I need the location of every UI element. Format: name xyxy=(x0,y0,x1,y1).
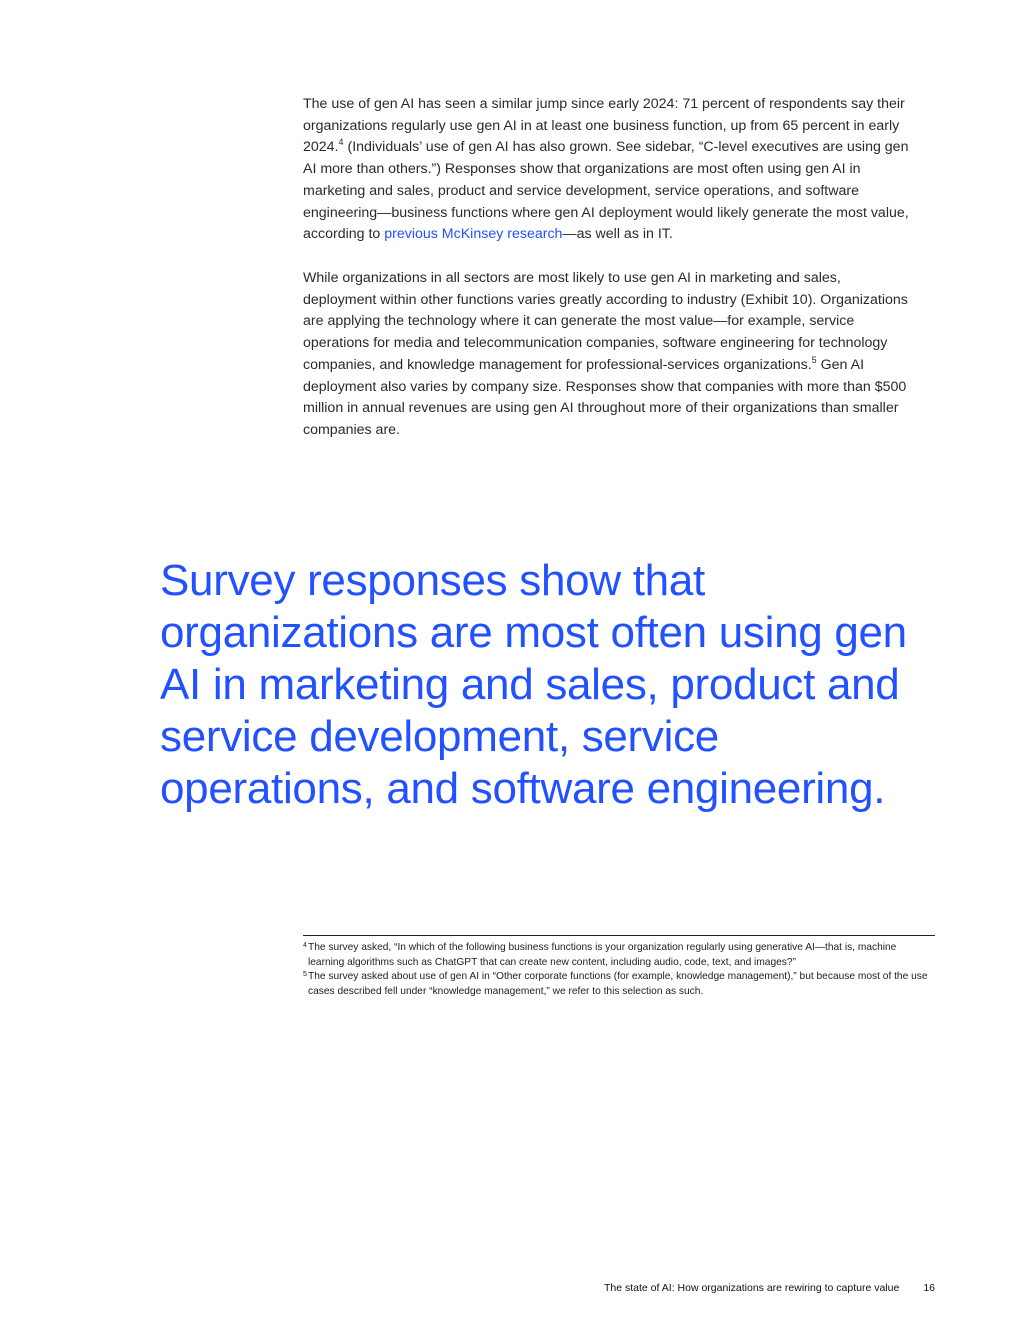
mckinsey-research-link[interactable]: previous McKinsey research xyxy=(384,226,563,243)
body-paragraph-1 xyxy=(303,94,913,246)
page-number: 16 xyxy=(923,1282,935,1294)
paragraph-2-text-a: While organizations in all sectors are most likely to use gen AI in marketing and sales, deployment within other functions varies greatly according to industry (Exhibit 10). Organizations are applying the technology where it can generate the most value—for example, service operations for media and telecommunication companies, software engineering for technology companies, and knowledge management for professional-services organizations. xyxy=(303,270,908,373)
footnote-text: The survey asked about use of gen AI in “Other corporate functions (for example, knowledge management),” but because most of the use cases described fell under “knowledge management,” we refer to this selection as such. xyxy=(308,971,928,997)
pull-quote: Survey responses show that organizations are most often using gen AI in marketing and sales, product and service development, service operations, and software engineering. xyxy=(160,556,907,813)
footnote-item xyxy=(303,970,935,999)
paragraph-1-text-c: —as well as in IT. xyxy=(562,226,673,243)
footnote-ref-4[interactable]: 4 xyxy=(338,137,344,148)
footnote-item xyxy=(303,941,935,970)
footnote-mark: 5 xyxy=(303,971,307,978)
footnote-mark: 4 xyxy=(303,942,307,949)
body-paragraph-2 xyxy=(303,268,913,442)
paragraph-1-text-a: The use of gen AI has seen a similar jump since early 2024: 71 percent of respondents say their organizations regularly use gen AI in at least one business function, up from 65 percent in early 2024. xyxy=(303,96,905,156)
paragraph-2-text-b: Gen AI deployment also varies by company size. Responses show that companies with more than $500 million in annual revenues are using gen AI throughout more of their organizations than smaller companies are. xyxy=(303,356,907,438)
footnotes-list xyxy=(303,941,935,999)
footnote-divider xyxy=(303,935,935,936)
footnote-text: The survey asked, “In which of the following business functions is your organization regularly using generative AI—that is, machine learning algorithms such as ChatGPT that can create new content, including audio, code, text, and images?” xyxy=(308,942,897,968)
page-footer xyxy=(604,1281,935,1295)
paragraph-1-text-b: (Individuals’ use of gen AI has also grown. See sidebar, “C-level executives are using gen AI more than others.”) Responses show that organizations are most often using gen AI in marketing and sales, product and service development, service operations, and software engineering—business functions where gen AI deployment would likely generate the most value, according to xyxy=(303,139,909,243)
report-title: The state of AI: How organizations are rewiring to capture value xyxy=(603,1282,900,1294)
footnote-ref-5[interactable]: 5 xyxy=(811,354,817,365)
